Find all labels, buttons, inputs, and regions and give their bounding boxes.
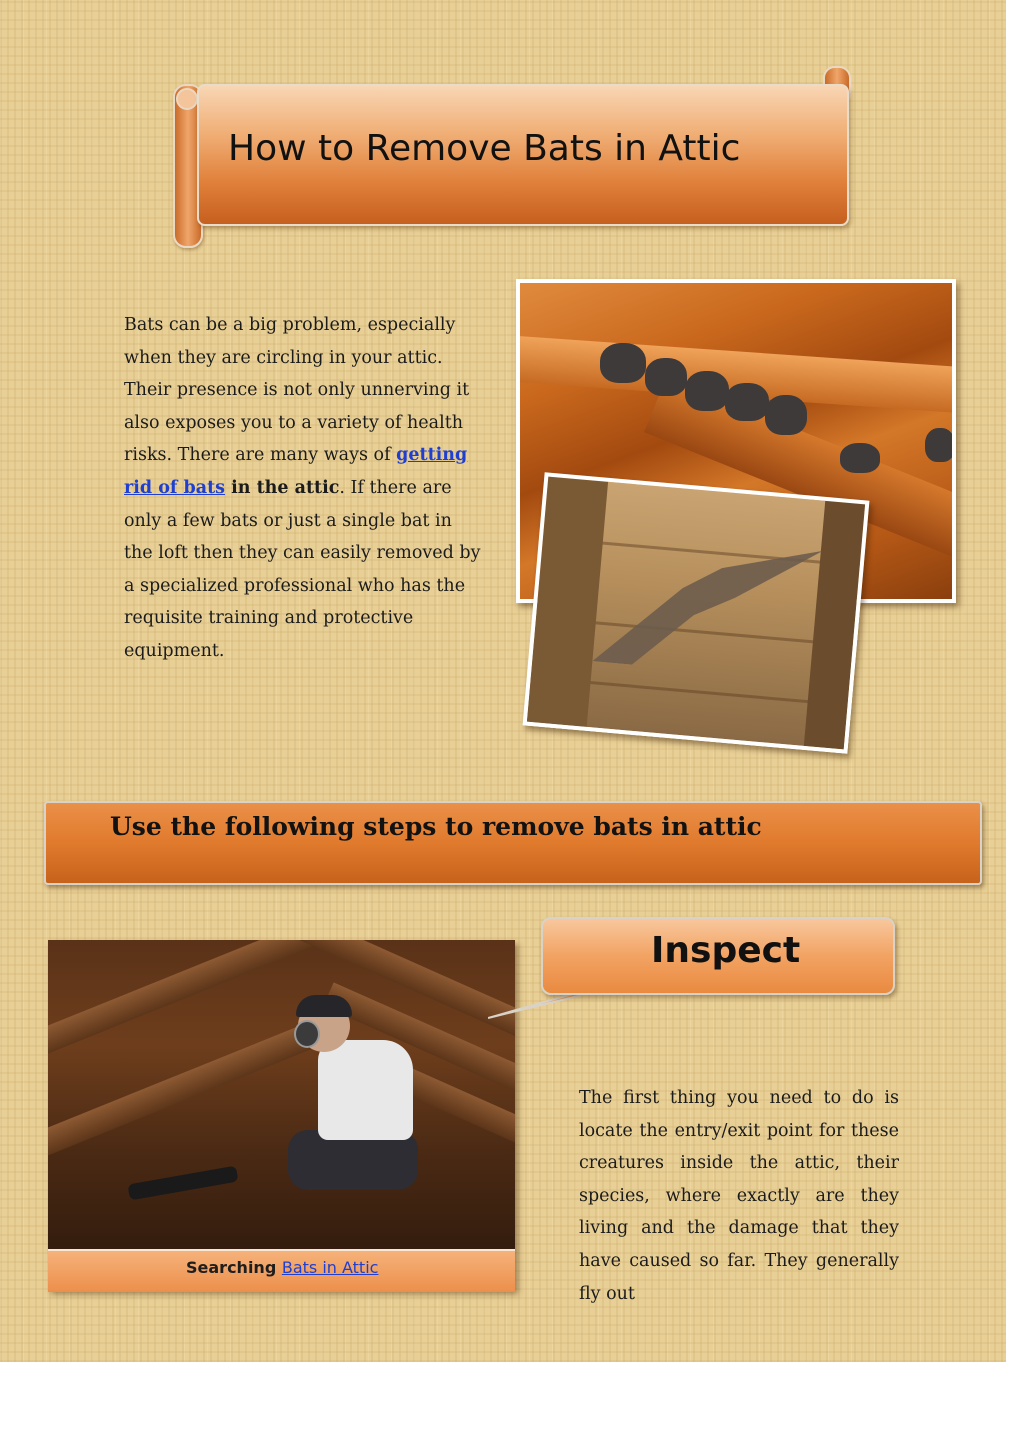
intro-paragraph bbox=[124, 309, 484, 668]
bat-shape bbox=[685, 371, 729, 411]
worker-cap bbox=[296, 995, 352, 1017]
steps-banner-title: Use the following steps to remove bats in attic bbox=[110, 812, 762, 841]
inspect-heading: Inspect bbox=[651, 930, 801, 971]
inspect-paragraph: The first thing you need to do is locate the entry/exit point for these creatures inside the attic, their species, where exactly are they living and the damage that they have caused so far. They generally fly out bbox=[579, 1088, 899, 1304]
flying-bat-photo bbox=[523, 472, 870, 753]
respirator-mask bbox=[294, 1020, 320, 1048]
bat-shape bbox=[765, 395, 807, 435]
getting-rid-of-bats-link[interactable]: getting rid of bats bbox=[124, 445, 468, 498]
intro-bold-text: in the attic bbox=[225, 477, 340, 498]
page-title: How to Remove Bats in Attic bbox=[228, 128, 741, 169]
bats-in-attic-link[interactable]: Bats in Attic bbox=[281, 1258, 379, 1277]
wood-post bbox=[804, 501, 865, 750]
bat-wing-shape bbox=[592, 532, 822, 681]
intro-text-end: . If there are only a few bats or just a single bat in the loft then they can easily removed by a specialized professional who has the requisite training and protective equipment. bbox=[124, 477, 481, 661]
bat-shape bbox=[645, 358, 687, 396]
spray-tool bbox=[127, 1166, 238, 1201]
worker-figure bbox=[318, 1040, 413, 1140]
bat-shape bbox=[725, 383, 769, 421]
caption-label: Searching bbox=[186, 1258, 282, 1277]
scroll-curl bbox=[176, 88, 198, 110]
rafter bbox=[48, 1025, 312, 1161]
bat-shape bbox=[840, 443, 880, 473]
intro-text: Bats can be a big problem, especially when they are circling in your attic. Their presence is not only unnerving it also exposes you to a variety of health risks. There are many ways of bbox=[124, 315, 470, 466]
attic-inspection-photo bbox=[48, 940, 515, 1290]
bat-shape bbox=[925, 428, 955, 462]
bat-shape bbox=[600, 343, 646, 383]
photo-caption bbox=[186, 1258, 378, 1277]
